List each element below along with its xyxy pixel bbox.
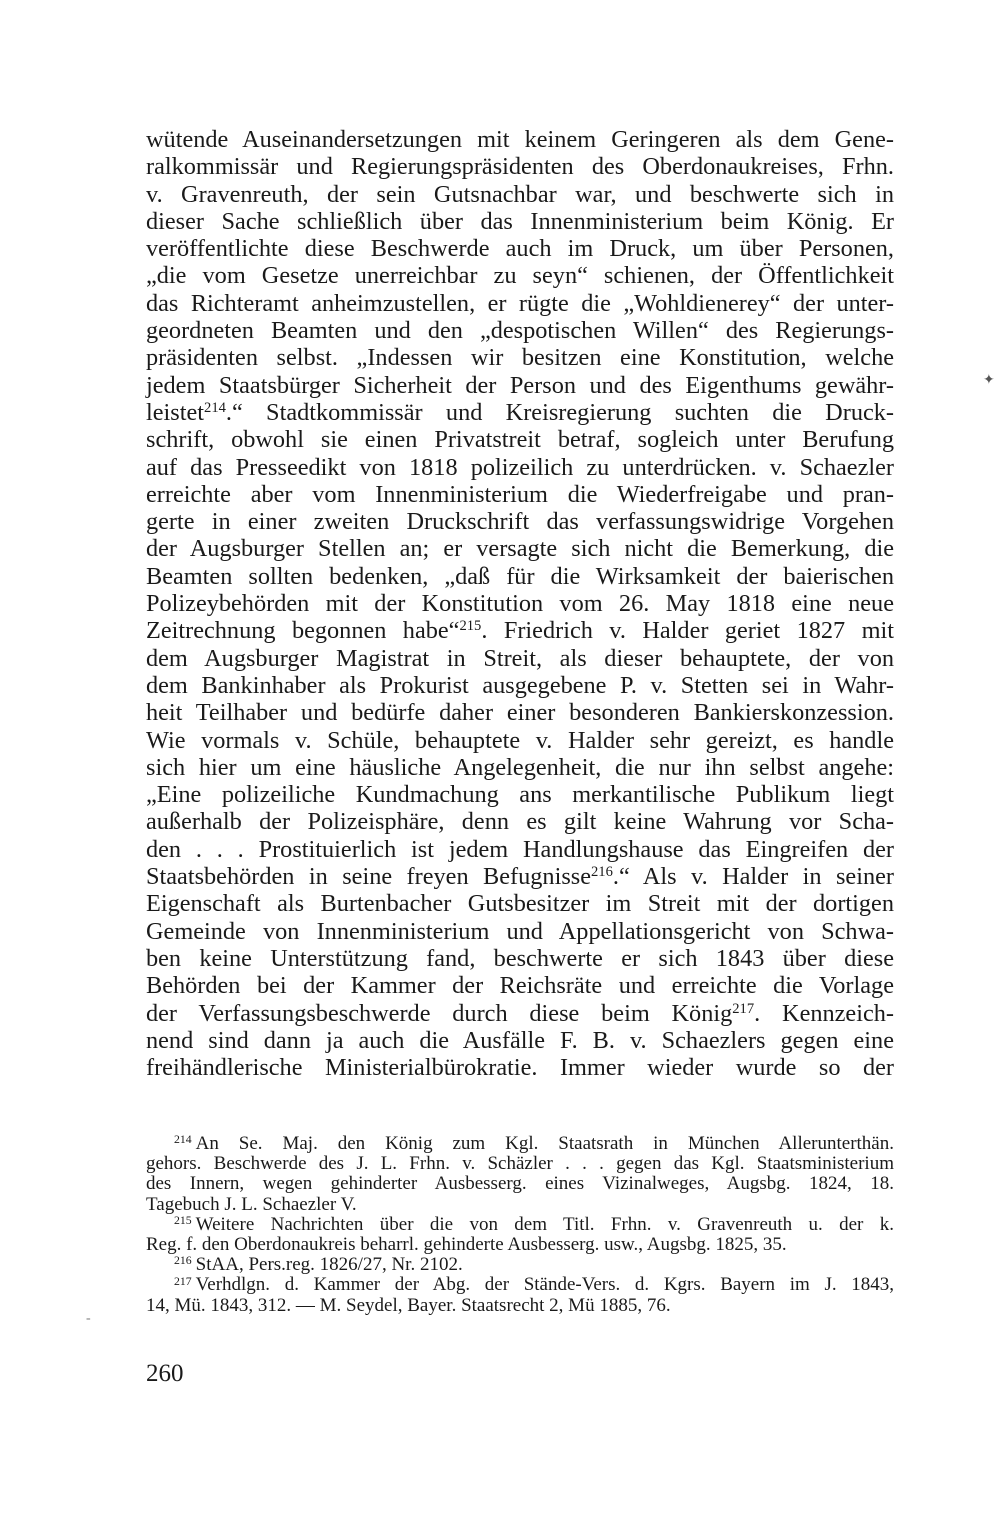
body-line bbox=[146, 1000, 894, 1027]
body-line: erreichte aber vom Innenministerium die Wiederfreigabe und pran- bbox=[146, 480, 894, 508]
margin-dash: - bbox=[86, 1311, 91, 1326]
footnote-line bbox=[146, 1215, 894, 1235]
body-line: Gemeinde von Innenministerium und Appellationsgericht von Schwa- bbox=[146, 917, 894, 945]
body-line: ben keine Unterstützung fand, beschwerte er sich 1843 über diese bbox=[146, 944, 894, 972]
footnote-line bbox=[146, 1195, 894, 1215]
footnote-reference: 214 bbox=[204, 399, 226, 416]
body-line: den . . . Prostituierlich ist jedem Handlungshause das Eingreifen der bbox=[146, 835, 894, 863]
body-line: das Richteramt anheimzustellen, er rügte die „Wohldienerey“ der unter- bbox=[146, 289, 894, 317]
body-line: freihändlerische Ministerialbürokratie. Immer wieder wurde so der bbox=[146, 1054, 894, 1082]
footnote-line bbox=[146, 1255, 894, 1275]
footnote bbox=[146, 1275, 894, 1315]
footnote bbox=[146, 1134, 894, 1215]
body-line: sich hier um eine häusliche Angelegenheit, die nur ihn selbst angehe: bbox=[146, 753, 894, 781]
body-line: v. Gravenreuth, der sein Gutsnachbar war, und beschwerte sich in bbox=[146, 180, 894, 208]
body-line: ralkommissär und Regierungspräsidenten des Oberdonaukreises, Frhn. bbox=[146, 153, 894, 181]
footnote-line bbox=[146, 1154, 894, 1174]
body-line-text: Zeitrechnung begonnen habe“ bbox=[146, 617, 460, 645]
body-line-text: .“ Als v. Halder in seiner bbox=[612, 863, 894, 891]
footnote-text: gehors. Beschwerde des J. L. Frhn. v. Schäzler . . . gegen das Kgl. Staatsministerium bbox=[146, 1153, 894, 1175]
footnote-reference: 217 bbox=[732, 1000, 755, 1017]
body-line: veröffentlichte diese Beschwerde auch im Druck, um über Personen, bbox=[146, 235, 894, 263]
body-line: jedem Staatsbürger Sicherheit der Person und des Eigenthums gewähr- bbox=[146, 371, 894, 399]
body-text bbox=[146, 126, 894, 1081]
footnote-line bbox=[146, 1235, 894, 1255]
body-line: dem Bankinhaber als Prokurist ausgegebene P. v. Stetten sei in Wahr- bbox=[146, 671, 894, 699]
body-line: präsidenten selbst. „Indessen wir besitzen eine Konstitution, welche bbox=[146, 344, 894, 372]
footnote-text: Reg. f. den Oberdonaukreis beharrl. gehinderte Ausbesserg. usw., Augsbg. 1825, 35. bbox=[146, 1234, 787, 1256]
footnote-reference: 216 bbox=[591, 864, 613, 880]
body-line: Behörden bei der Kammer der Reichsräte und erreichte die Vorlage bbox=[146, 972, 894, 1000]
footnote-line bbox=[146, 1296, 894, 1316]
footnote bbox=[146, 1255, 894, 1275]
body-line: dieser Sache schließlich über das Innenministerium beim König. Er bbox=[146, 207, 894, 235]
body-line-text: . Friedrich v. Halder geriet 1827 mit bbox=[481, 617, 894, 645]
footnote-number: 217 bbox=[174, 1274, 192, 1288]
footnote-text: Tagebuch J. L. Schaezler V. bbox=[146, 1193, 357, 1215]
body-line-text: . Kennzeich- bbox=[754, 999, 894, 1027]
body-line: der Augsburger Stellen an; er versagte sich nicht die Bemerkung, die bbox=[146, 535, 894, 563]
footnote-number: 214 bbox=[174, 1133, 192, 1147]
page-number: 260 bbox=[146, 1360, 184, 1387]
footnote-text: des Innern, wegen gehinderter Ausbesserg. eines Vizinalweges, Augsbg. 1824, 18. bbox=[146, 1173, 894, 1195]
body-line: nend sind dann ja auch die Ausfälle F. B. v. Schaezlers gegen eine bbox=[146, 1026, 894, 1054]
footnote-text: Weitere Nachrichten über die von dem Titl. Frhn. v. Gravenreuth u. der k. bbox=[195, 1213, 894, 1235]
footnote-number: 216 bbox=[174, 1254, 192, 1268]
footnote-line bbox=[146, 1174, 894, 1194]
body-line: gerte in einer zweiten Druckschrift das verfassungswidrige Vorgehen bbox=[146, 508, 894, 536]
footnote-text: 14, Mü. 1843, 312. — M. Seydel, Bayer. Staatsrecht 2, Mü 1885, 76. bbox=[146, 1294, 671, 1316]
body-line: außerhalb der Polizeisphäre, denn es gilt keine Wahrung vor Scha- bbox=[146, 808, 894, 836]
body-line: „die vom Gesetze unerreichbar zu seyn“ schienen, der Öffentlichkeit bbox=[146, 262, 894, 290]
margin-mark: ✦ bbox=[983, 373, 995, 388]
body-line: Beamten sollten bedenken, „daß für die Wirksamkeit der baierischen bbox=[146, 562, 894, 590]
footnote-text: Verhdlgn. d. Kammer der Abg. der Stände-Vers. d. Kgrs. Bayern im J. 1843, bbox=[195, 1274, 894, 1296]
footnote bbox=[146, 1215, 894, 1255]
footnote-text: An Se. Maj. den König zum Kgl. Staatsrath in München Allerunterthän. bbox=[195, 1133, 894, 1154]
footnotes bbox=[146, 1134, 894, 1316]
body-line: schrift, obwohl sie einen Privatstreit betraf, sogleich unter Berufung bbox=[146, 426, 894, 454]
body-line: geordneten Beamten und den „despotischen Willen“ des Regierungs- bbox=[146, 317, 894, 345]
body-line-text: .“ Stadtkommissär und Kreisregierung suchten die Druck- bbox=[225, 398, 894, 426]
body-line-text: der Verfassungsbeschwerde durch diese beim König bbox=[146, 999, 733, 1027]
footnote-number: 215 bbox=[174, 1213, 192, 1227]
body-line: auf das Presseedikt von 1818 polizeilich zu unterdrücken. v. Schaezler bbox=[146, 453, 894, 481]
footnote-line bbox=[146, 1275, 894, 1295]
body-line: dem Augsburger Magistrat in Streit, als dieser behauptete, der von bbox=[146, 644, 894, 672]
body-line: Eigenschaft als Burtenbacher Gutsbesitzer im Streit mit der dortigen bbox=[146, 890, 894, 918]
body-line bbox=[146, 399, 894, 426]
body-line: heit Teilhaber und bedürfe daher einer besonderen Bankierskonzession. bbox=[146, 699, 894, 727]
footnote-text: StAA, Pers.reg. 1826/27, Nr. 2102. bbox=[195, 1254, 463, 1276]
body-line: Polizeybehörden mit der Konstitution vom 26. May 1818 eine neue bbox=[146, 590, 894, 618]
body-line-text: Staatsbehörden in seine freyen Befugnisse bbox=[146, 863, 592, 891]
body-line bbox=[146, 617, 894, 644]
body-line-text: leistet bbox=[146, 398, 205, 426]
body-line bbox=[146, 863, 894, 890]
footnote-line bbox=[146, 1134, 894, 1154]
footnote-reference: 215 bbox=[459, 618, 482, 635]
body-line: wütende Auseinandersetzungen mit keinem Geringeren als dem Gene- bbox=[146, 126, 894, 153]
body-line: „Eine polizeiliche Kundmachung ans merkantilische Publikum liegt bbox=[146, 781, 894, 809]
body-line: Wie vormals v. Schüle, behauptete v. Halder sehr gereizt, es handle bbox=[146, 726, 894, 754]
